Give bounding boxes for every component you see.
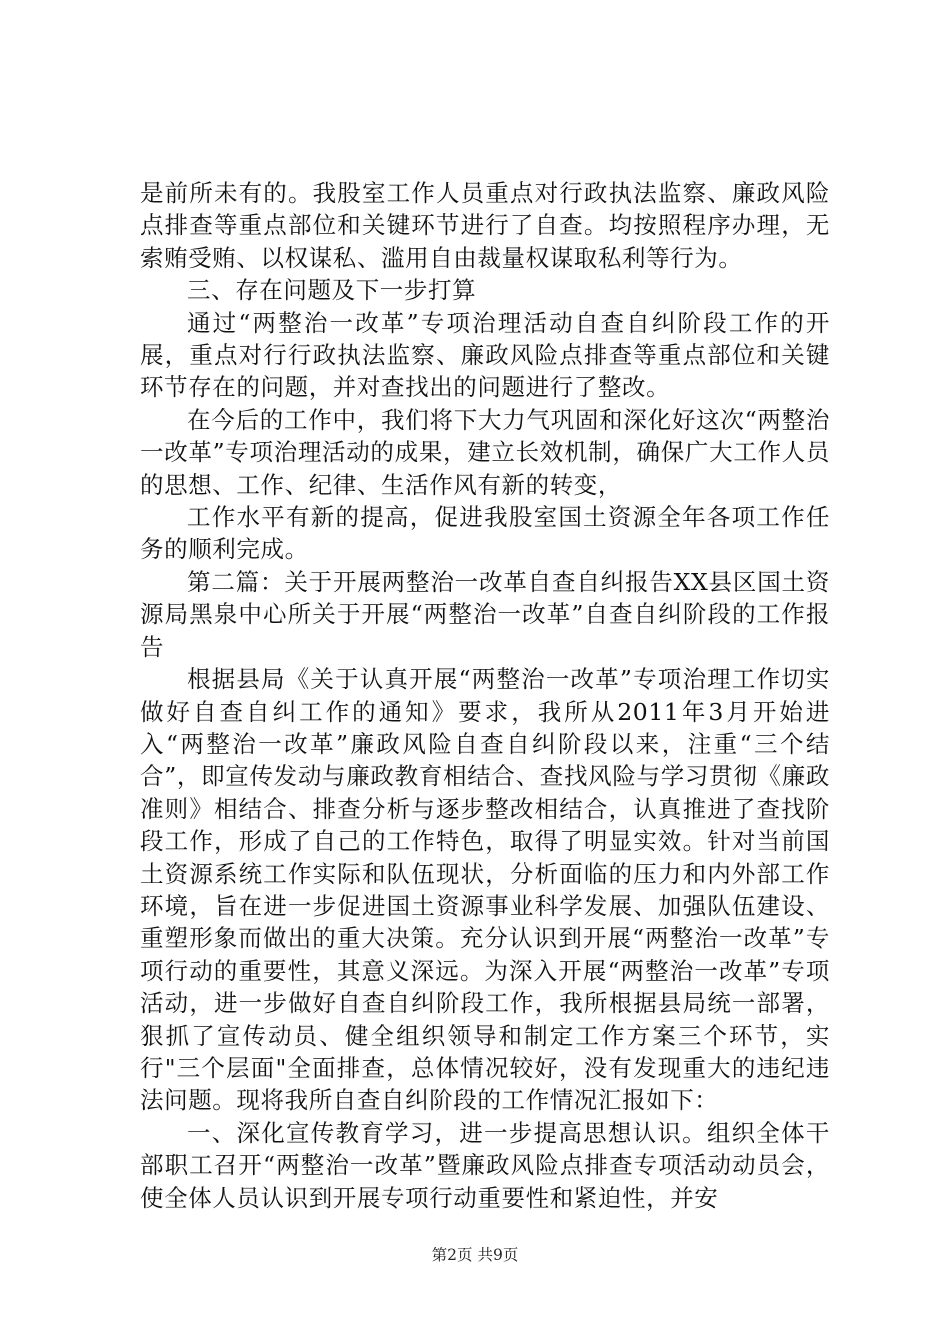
- document-body: [140, 177, 830, 1214]
- chapter-title-second: 第二篇：关于开展两整治一改革自查自纠报告XX县区国土资源局黑泉中心所关于开展“两整治一改革”自查自纠阶段的工作报告: [140, 567, 830, 661]
- paragraph-report-intro: 根据县局《关于认真开展“两整治一改革”专项治理工作切实做好自查自纠工作的通知》要求，我所从2011年3月开始进入“两整治一改革”廉政风险自查自纠阶段以来，注重“三个结合”，即宣传发动与廉政教育相结合、查找风险与学习贯彻《廉政准则》相结合、排查分析与逐步整改相结合，认真推进了查找阶段工作，形成了自己的工作特色，取得了明显实效。针对当前国土资源系统工作实际和队伍现状，分析面临的压力和内外部工作环境，旨在进一步促进国土资源事业科学发展、加强队伍建设、重塑形象而做出的重大决策。充分认识到开展“两整治一改革”专项行动的重要性，其意义深远。为深入开展“两整治一改革”专项活动，进一步做好自查自纠阶段工作，我所根据县局统一部署，狠抓了宣传动员、健全组织领导和制定工作方案三个环节，实行"三个层面"全面排查，总体情况较好，没有发现重大的违纪违法问题。现将我所自查自纠阶段的工作情况汇报如下：: [140, 665, 830, 1115]
- section-heading-issues: 三、存在问题及下一步打算: [187, 276, 477, 305]
- page-number-footer: 第2页 共9页: [431, 1246, 519, 1264]
- paragraph-future-work: 在今后的工作中，我们将下大力气巩固和深化好这次“两整治一改革”专项治理活动的成果，建立长效机制，确保广大工作人员的思想、工作、纪律、生活作风有新的转变，: [140, 405, 830, 499]
- paragraph-section-one: 一、深化宣传教育学习，进一步提高思想认识。组织全体干部职工召开“两整治一改革”暨廉政风险点排查专项活动动员会，使全体人员认识到开展专项行动重要性和紧迫性，并安: [140, 1118, 830, 1212]
- paragraph-continuation: 是前所未有的。我股室工作人员重点对行政执法监察、廉政风险点排查等重点部位和关键环节进行了自查。均按照程序办理，无索贿受贿、以权谋私、滥用自由裁量权谋取私利等行为。: [140, 179, 830, 272]
- paragraph-work-level: 工作水平有新的提高，促进我股室国土资源全年各项工作任务的顺利完成。: [140, 503, 830, 564]
- paragraph-rectification: 通过“两整治一改革”专项治理活动自查自纠阶段工作的开展，重点对行行政执法监察、廉政风险点排查等重点部位和关键环节存在的问题，并对查找出的问题进行了整改。: [140, 308, 830, 402]
